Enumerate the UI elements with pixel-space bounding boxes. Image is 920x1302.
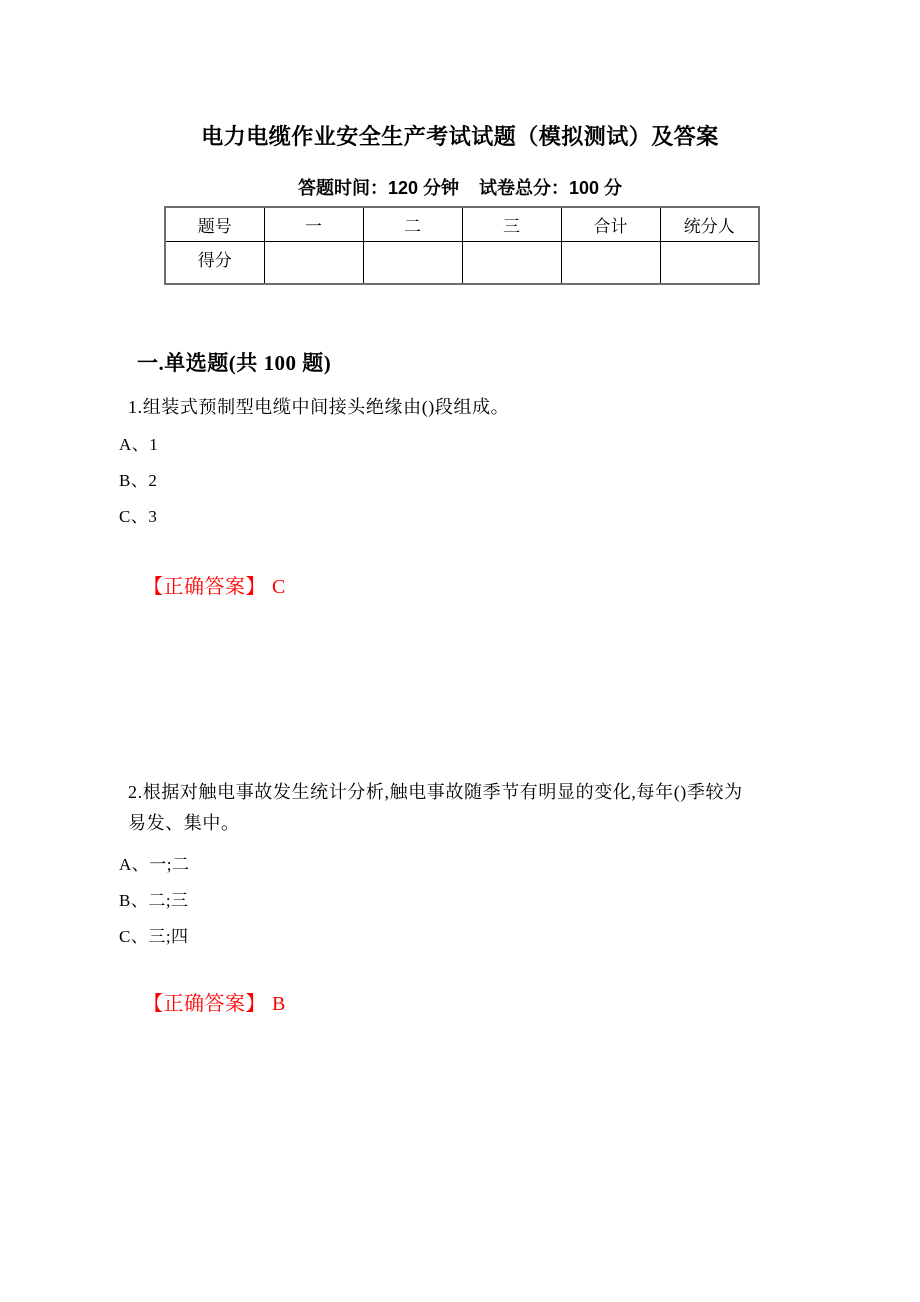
score-table-header-part2: 二 <box>363 207 462 241</box>
exam-time-label: 答题时间：120 分钟 <box>297 178 459 198</box>
question-2-line-1: 2.根据对触电事故发生统计分析,触电事故随季节有明显的变化,每年()季较为 <box>128 782 743 802</box>
score-cell-scorer <box>660 241 759 284</box>
question-1-option-a: A、1 <box>119 435 159 454</box>
answer-letter: B <box>272 993 286 1015</box>
score-cell-part1 <box>264 241 363 284</box>
score-table <box>164 206 760 285</box>
question-2-line-2: 易发、集中。 <box>128 813 240 833</box>
answer-label: 【正确答案】 <box>143 993 266 1015</box>
score-cell-total <box>561 241 660 284</box>
score-table-header-part1: 一 <box>264 207 363 241</box>
answer-letter: C <box>272 576 286 598</box>
answer-label: 【正确答案】 <box>143 576 266 598</box>
score-cell-part3 <box>462 241 561 284</box>
question-1-option-c: C、3 <box>119 507 158 526</box>
question-1-text <box>128 392 808 423</box>
question-2-option-c: C、三;四 <box>119 927 189 946</box>
score-cell-part2 <box>363 241 462 284</box>
question-2-answer <box>143 987 286 1016</box>
score-table-score-row <box>165 241 759 284</box>
score-table-header-scorer: 统分人 <box>660 207 759 241</box>
page-title: 电力电缆作业安全生产考试试题（模拟测试）及答案 <box>201 124 719 149</box>
question-1-option-b: B、2 <box>119 471 158 490</box>
question-1-line: 1.组装式预制型电缆中间接头绝缘由()段组成。 <box>128 397 510 417</box>
exam-meta <box>0 174 920 200</box>
score-table-header-row <box>165 207 759 241</box>
question-2-option-b: B、二;三 <box>119 891 189 910</box>
exam-total-score-label: 试卷总分：100 分 <box>479 178 623 198</box>
section-heading: 一.单选题(共 100 题) <box>137 351 332 375</box>
score-row-label: 得分 <box>165 241 264 284</box>
question-2-option-a: A、一;二 <box>119 855 190 874</box>
question-2-text <box>128 777 808 839</box>
question-1-answer <box>143 570 286 599</box>
score-table-header-total: 合计 <box>561 207 660 241</box>
score-table-header-question-no: 题号 <box>165 207 264 241</box>
score-table-header-part3: 三 <box>462 207 561 241</box>
